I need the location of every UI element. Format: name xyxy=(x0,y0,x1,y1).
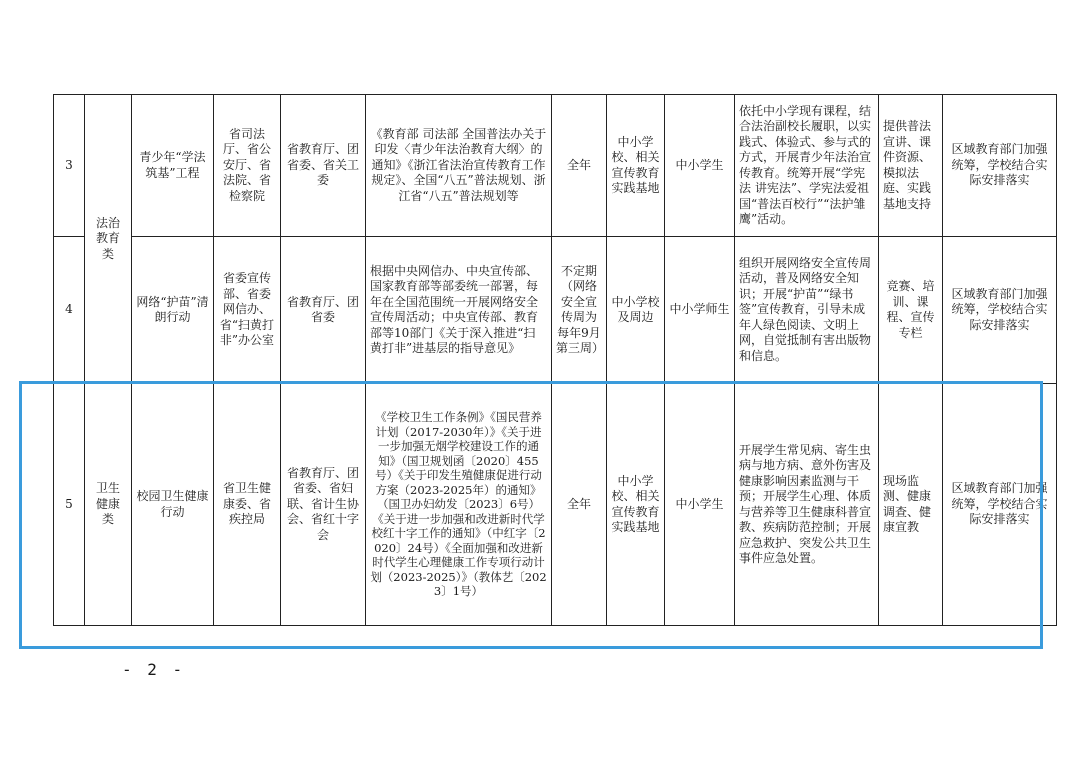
implementation: 区域教育部门加强统筹，学校结合实际安排落实 xyxy=(943,95,1057,237)
time-period: 全年 xyxy=(552,384,607,626)
lead-units: 省卫生健康委、省疾控局 xyxy=(214,384,281,626)
category-cell xyxy=(85,95,132,384)
table-row xyxy=(54,95,1057,237)
time-period: 全年 xyxy=(552,95,607,237)
venue: 中小学校及周边 xyxy=(607,237,665,384)
activity-content: 组织开展网络安全宣传周活动，普及网络安全知识；开展“护苗”“绿书签”宣传教育，引导未成年人绿色阅读、文明上网，自觉抵制有害出版物和信息。 xyxy=(735,237,879,384)
target-group: 中小学生 xyxy=(665,384,735,626)
table-row xyxy=(54,384,1057,626)
support-measures: 竞赛、培训、课程、宣传专栏 xyxy=(879,237,943,384)
activity-name: 校园卫生健康行动 xyxy=(132,384,214,626)
time-period: 不定期（网络安全宣传周为每年9月第三周） xyxy=(552,237,607,384)
row-number: 3 xyxy=(54,95,85,237)
support-measures: 提供普法宣讲、课件资源、模拟法庭、实践基地支持 xyxy=(879,95,943,237)
activity-name: 网络“护苗”清朗行动 xyxy=(132,237,214,384)
partner-units: 省教育厅、团省委、省妇联、省计生协会、省红十字会 xyxy=(281,384,366,626)
category-label: 卫生健康类 xyxy=(95,481,120,527)
policy-basis: 《学校卫生工作条例》《国民营养计划（2017-2030年）》《关于进一步加强无烟学校建设工作的通知》（国卫规划函〔2020〕455号）《关于印发生殖健康促进行动方案（2023-2025年）的通知》（国卫办妇幼发〔2023〕6号）《关于进一步加强和改进新时代学校红十字工作的通知》（中红字〔2020〕24号）《全面加强和改进新时代学生心理健康工作专项行动计划（2023-2025）》（教体艺〔2023〕1号） xyxy=(366,384,552,626)
target-group: 中小学师生 xyxy=(665,237,735,384)
lead-units: 省司法厅、省公安厅、省法院、省检察院 xyxy=(214,95,281,237)
row-number: 4 xyxy=(54,237,85,384)
category-label: 法治教育类 xyxy=(95,215,120,261)
lead-units: 省委宣传部、省委网信办、省“扫黄打非”办公室 xyxy=(214,237,281,384)
activity-content: 依托中小学现有课程，结合法治副校长履职，以实践式、体验式、参与式的方式，开展青少年法治宣传教育。统筹开展“学宪法 讲宪法”、学宪法爱祖国“普法百校行”“法护雏鹰”活动。 xyxy=(735,95,879,237)
implementation: 区域教育部门加强统筹，学校结合实际安排落实 xyxy=(943,237,1057,384)
venue: 中小学校、相关宣传教育实践基地 xyxy=(607,384,665,626)
table-row xyxy=(54,237,1057,384)
policy-basis: 根据中央网信办、中央宣传部、国家教育部等部委统一部署，每年在全国范围统一开展网络安全宣传周活动；中央宣传部、教育部等10部门《关于深入推进“扫黄打非”进基层的指导意见》 xyxy=(366,237,552,384)
row-number: 5 xyxy=(54,384,85,626)
partner-units: 省教育厅、团省委、省关工委 xyxy=(281,95,366,237)
category-cell xyxy=(85,384,132,626)
activity-table xyxy=(53,94,1057,626)
activity-name: 青少年“学法筑基”工程 xyxy=(132,95,214,237)
implementation: 区域教育部门加强统筹，学校结合实际安排落实 xyxy=(943,384,1057,626)
target-group: 中小学生 xyxy=(665,95,735,237)
support-measures: 现场监测、健康调查、健康宣教 xyxy=(879,384,943,626)
partner-units: 省教育厅、团省委 xyxy=(281,237,366,384)
policy-basis: 《教育部 司法部 全国普法办关于印发〈青少年法治教育大纲〉的通知》《浙江省法治宣传教育工作规定》、全国“八五”普法规划、浙江省“八五”普法规划等 xyxy=(366,95,552,237)
activity-content: 开展学生常见病、寄生虫病与地方病、意外伤害及健康影响因素监测与干预；开展学生心理、体质与营养等卫生健康科普宣教、疾病防范控制；开展应急救护、突发公共卫生事件应急处置。 xyxy=(735,384,879,626)
venue: 中小学校、相关宣传教育实践基地 xyxy=(607,95,665,237)
page-number: - 2 - xyxy=(122,660,186,679)
